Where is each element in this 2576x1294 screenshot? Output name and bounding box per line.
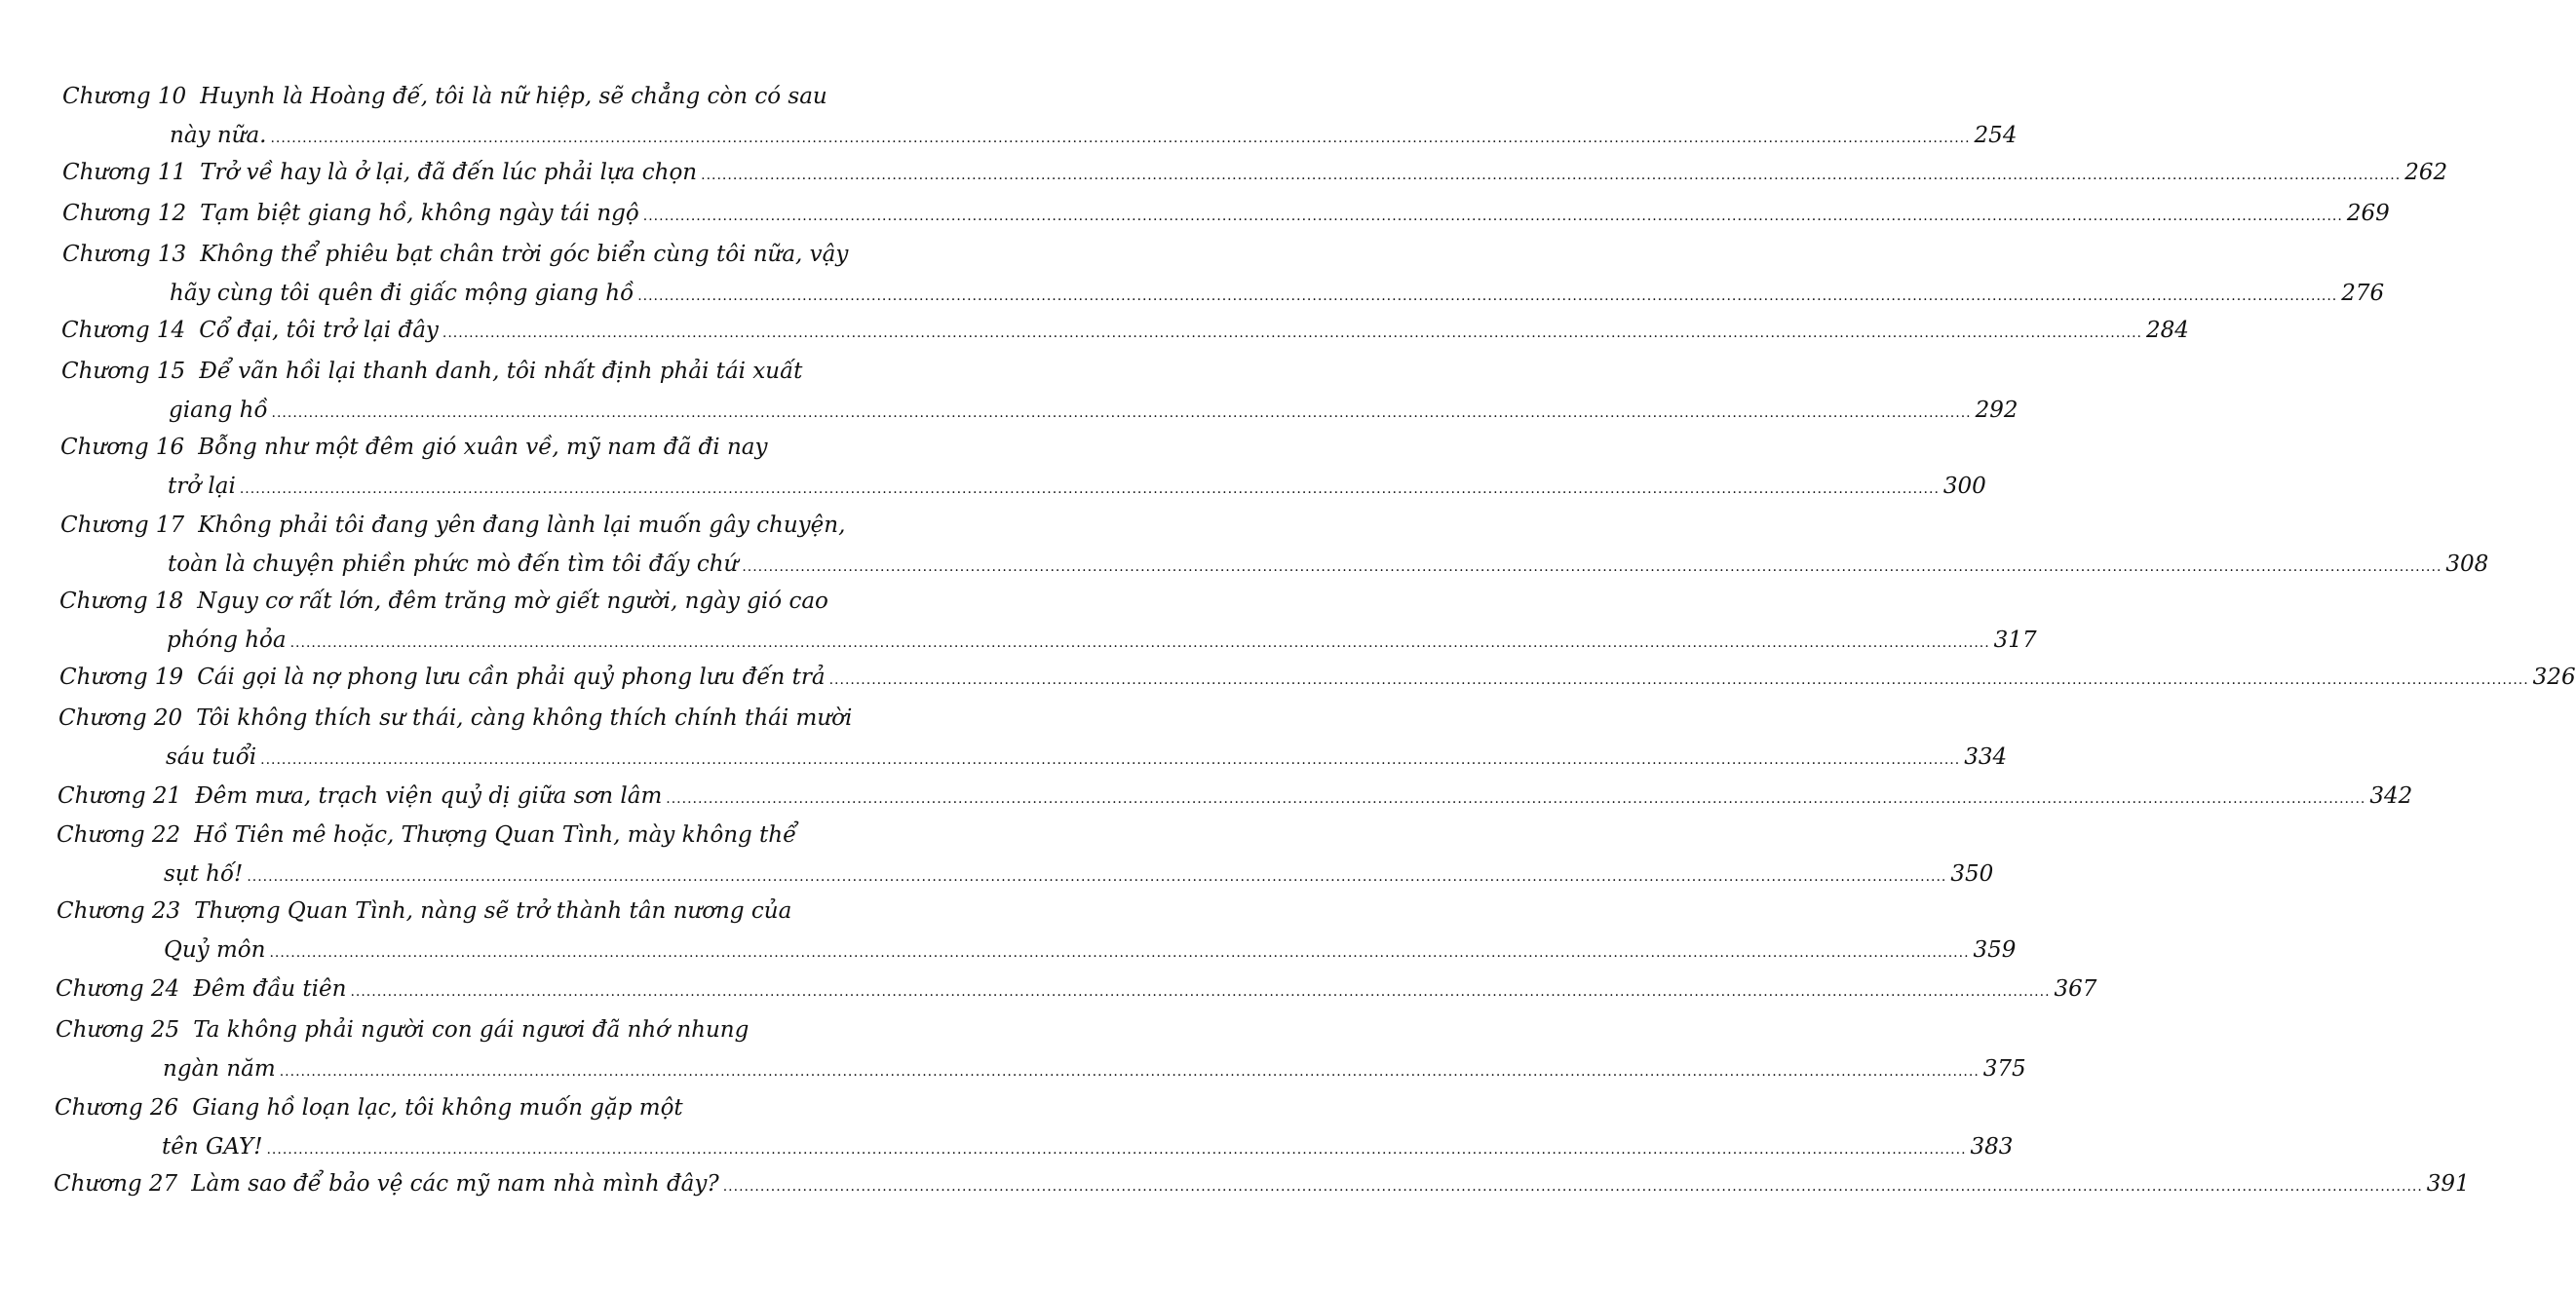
chapter-title: Huynh là Hoàng đế, tôi là nữ hiệp, sẽ chẳng còn có sau [200, 84, 827, 109]
toc-line [58, 783, 2413, 822]
toc-entry [58, 705, 2008, 783]
chapter-label: Chương 27 [54, 1171, 178, 1197]
chapter-title-continued: tên GAY! [162, 1134, 263, 1160]
chapter-label: Chương 23 [57, 898, 181, 924]
toc-line [60, 474, 1986, 513]
chapter-label: Chương 22 [57, 822, 181, 848]
chapter-label: Chương 19 [59, 665, 184, 690]
dot-leader [350, 984, 2050, 1000]
toc-entry [62, 84, 2018, 162]
toc-line [54, 1171, 2470, 1210]
chapter-label: Chương 26 [55, 1095, 179, 1121]
toc-entry [57, 822, 1994, 900]
chapter-title-continued: ngàn năm [163, 1056, 276, 1082]
dot-leader [442, 325, 2142, 341]
page-number: 342 [2369, 783, 2413, 809]
dot-leader [266, 1142, 1966, 1158]
page-number: 284 [2145, 318, 2189, 343]
chapter-label: Chương 13 [62, 242, 187, 267]
page-number: 269 [2346, 201, 2390, 226]
page-number: 350 [1950, 861, 1994, 887]
toc-line [55, 1134, 2014, 1173]
chapter-title: Làm sao để bảo vệ các mỹ nam nhà mình đây? [191, 1171, 719, 1197]
chapter-label: Chương 14 [61, 318, 186, 343]
chapter-label: Chương 15 [61, 359, 186, 384]
chapter-title-continued: giang hồ [169, 398, 268, 423]
chapter-title: Cái gọi là nợ phong lưu cần phải quỷ phong lưu đến trả [197, 665, 826, 690]
chapter-title-continued: phóng hỏa [167, 628, 287, 653]
toc-line [57, 937, 2017, 976]
toc-entry [56, 976, 2097, 1015]
toc-line [62, 160, 2448, 199]
toc-line [61, 318, 2189, 357]
toc-line [60, 552, 2489, 590]
page-number: 359 [1973, 937, 2017, 963]
toc-entry [57, 898, 2017, 976]
chapter-title: Đêm đầu tiên [193, 976, 347, 1002]
chapter-title-continued: trở lại [168, 474, 236, 499]
page-number: 276 [2341, 281, 2385, 306]
dot-leader [280, 1064, 1980, 1080]
chapter-title: Không phải tôi đang yên đang lành lại muốn gây chuyện, [198, 513, 846, 538]
toc-entry [59, 589, 2037, 666]
chapter-label: Chương 20 [58, 705, 183, 731]
dot-leader [829, 672, 2529, 688]
chapter-title-continued: sáu tuổi [166, 744, 257, 770]
toc-line [55, 1095, 727, 1134]
page-number: 300 [1942, 474, 1986, 499]
toc-line [57, 822, 797, 861]
chapter-label: Chương 24 [56, 976, 180, 1002]
chapter-title-continued: Quỷ môn [164, 937, 266, 963]
toc-line [62, 84, 827, 123]
toc-line [59, 589, 828, 628]
page-number: 391 [2426, 1171, 2470, 1197]
toc-entry [55, 1095, 2014, 1173]
page-number: 317 [1993, 628, 2037, 653]
toc-entry [62, 242, 2385, 320]
toc-line [58, 705, 853, 744]
chapter-title: Tôi không thích sư thái, càng không thích chính thái mười [196, 705, 853, 731]
toc-entry [54, 1171, 2470, 1210]
chapter-title-continued: hãy cùng tôi quên đi giấc mộng giang hồ [170, 281, 634, 306]
chapter-title: Tạm biệt giang hồ, không ngày tái ngộ [200, 201, 639, 226]
toc-line [60, 513, 846, 552]
page-number: 292 [1975, 398, 2019, 423]
toc-entry [58, 783, 2413, 822]
dot-leader [240, 481, 1940, 497]
toc-line [57, 861, 1994, 900]
dot-leader [666, 791, 2365, 807]
chapter-label: Chương 18 [59, 589, 184, 614]
page-number: 254 [1974, 123, 2018, 148]
toc-entry [61, 318, 2189, 357]
dot-leader [272, 405, 1972, 421]
dot-leader [701, 168, 2401, 183]
page-number: 262 [2404, 160, 2448, 185]
page-number: 334 [1964, 744, 2008, 770]
toc-line [57, 898, 792, 937]
toc-line [61, 398, 2019, 437]
toc-line [61, 359, 803, 398]
dot-leader [723, 1179, 2423, 1195]
toc-line [62, 201, 2390, 240]
toc-line [59, 628, 2037, 666]
chapter-title-continued: sụt hố! [164, 861, 244, 887]
chapter-title: Giang hồ loạn lạc, tôi không muốn gặp một [192, 1095, 683, 1121]
chapter-title: Để vãn hồi lại thanh danh, tôi nhất định phải tái xuất [199, 359, 803, 384]
chapter-title: Đêm mưa, trạch viện quỷ dị giữa sơn lâm [195, 783, 663, 809]
dot-leader [742, 559, 2441, 575]
toc-line [58, 744, 2008, 783]
dot-leader [643, 209, 2343, 224]
chapter-title-continued: này nữa. [170, 123, 267, 148]
chapter-label: Chương 17 [60, 513, 185, 538]
toc-line [62, 123, 2018, 162]
chapter-title: Nguy cơ rất lớn, đêm trăng mờ giết người, ngày gió cao [197, 589, 828, 614]
chapter-label: Chương 21 [58, 783, 182, 809]
dot-leader [290, 635, 1990, 651]
chapter-title: Hồ Tiên mê hoặc, Thượng Quan Tình, mày không thể [194, 822, 797, 848]
chapter-label: Chương 16 [60, 435, 185, 460]
toc-entry [60, 435, 1986, 513]
dot-leader [260, 752, 1960, 768]
toc-entry [62, 201, 2390, 240]
toc-line [60, 435, 768, 474]
chapter-title: Thượng Quan Tình, nàng sẽ trở thành tân nương của [194, 898, 792, 924]
dot-leader [270, 131, 1970, 146]
chapter-title: Trở về hay là ở lại, đã đến lúc phải lựa chọn [200, 160, 698, 185]
toc-entry [60, 513, 2489, 590]
toc-line [59, 665, 2576, 704]
toc-line [62, 281, 2385, 320]
chapter-title: Cổ đại, tôi trở lại đây [199, 318, 439, 343]
chapter-label: Chương 11 [62, 160, 187, 185]
toc-line [56, 1017, 750, 1056]
toc-entry [62, 160, 2448, 199]
toc-line [56, 976, 2097, 1015]
toc-line [56, 1056, 2026, 1095]
page-number: 308 [2445, 552, 2489, 577]
chapter-title-continued: toàn là chuyện phiền phức mò đến tìm tôi đấy chứ [168, 552, 739, 577]
dot-leader [637, 288, 2337, 304]
toc-line [62, 242, 849, 281]
toc-entry [61, 359, 2019, 437]
chapter-label: Chương 10 [62, 84, 187, 109]
toc-entry [56, 1017, 2026, 1095]
chapter-label: Chương 25 [56, 1017, 180, 1043]
toc-entry [59, 665, 2576, 704]
chapter-label: Chương 12 [62, 201, 187, 226]
chapter-title: Ta không phải người con gái ngươi đã nhớ nhung [193, 1017, 750, 1043]
page-number: 383 [1970, 1134, 2014, 1160]
chapter-title: Không thể phiêu bạt chân trời góc biển cùng tôi nữa, vậy [200, 242, 849, 267]
page-number: 326 [2532, 665, 2576, 690]
page-number: 367 [2054, 976, 2097, 1002]
page-number: 375 [1982, 1056, 2026, 1082]
chapter-title: Bỗng như một đêm gió xuân về, mỹ nam đã đi nay [198, 435, 768, 460]
dot-leader [269, 945, 1969, 961]
dot-leader [247, 869, 1946, 885]
